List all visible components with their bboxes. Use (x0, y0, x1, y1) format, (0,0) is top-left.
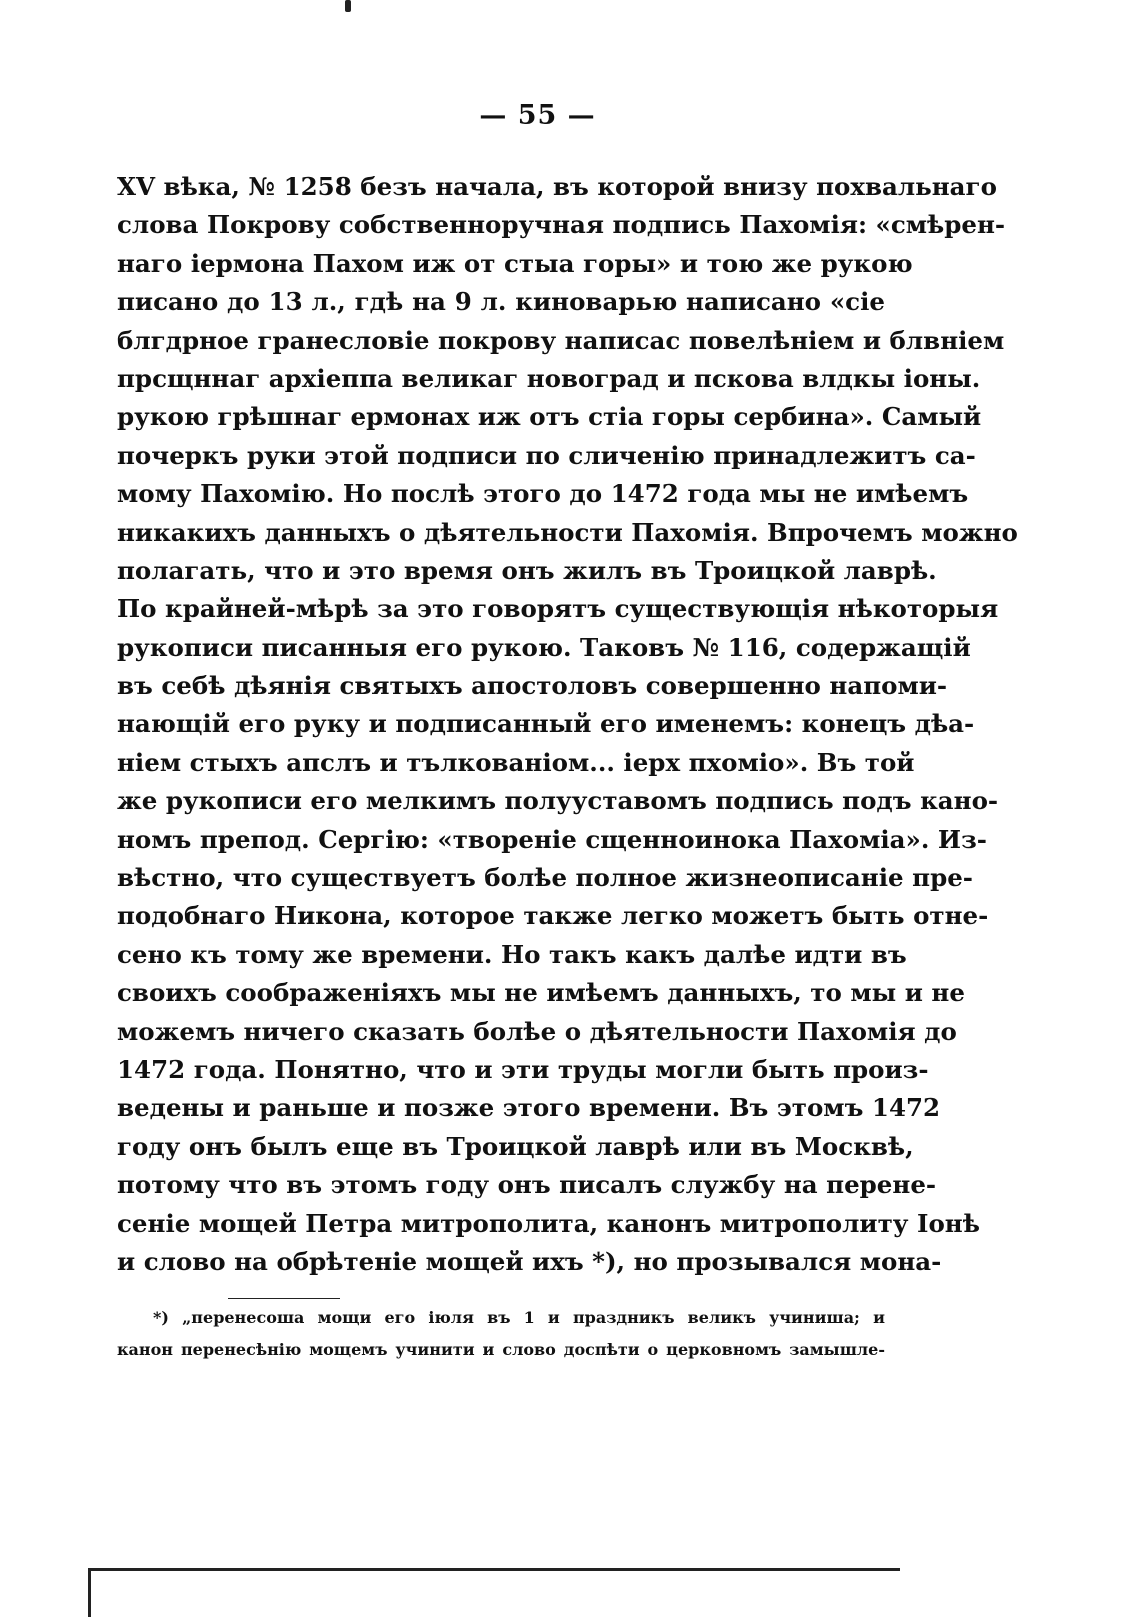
body-text (117, 168, 1018, 1281)
text-line: нающій его руку и подписанный его именемъ: конецъ дѣа- (117, 709, 975, 739)
text-line: писано до 13 л., гдѣ на 9 л. киноварью написано «сіе (117, 287, 885, 317)
text-line: сеніе мощей Петра митрополита, канонъ митрополиту Іонѣ (117, 1208, 980, 1238)
scan-edge-corner (88, 1568, 91, 1617)
text-line: прсщннаг архіеппа великаг новоград и пскова влдкы іоны. (117, 363, 981, 393)
footnotes (117, 1302, 885, 1366)
text-line: слова Покрову собственноручная подпись Пахомія: «смѣрен- (117, 210, 1006, 240)
text-line: XV вѣка, № 1258 безъ начала, въ которой внизу похвальнаго (117, 172, 997, 201)
text-line: можемъ ничего сказать болѣе о дѣятельности Пахомія до (117, 1016, 957, 1046)
text-line: мому Пахомію. Но послѣ этого до 1472 года мы не имѣемъ (117, 479, 969, 509)
footnote-divider (228, 1298, 340, 1299)
text-line: рукою грѣшнаг ермонах иж отъ стіа горы сербина». Самый (117, 402, 982, 432)
text-line: потому что въ этомъ году онъ писалъ службу на перене- (117, 1170, 937, 1200)
text-line: По крайней-мѣрѣ за это говорятъ существующія нѣкоторыя (117, 594, 999, 624)
text-line: своихъ соображеніяхъ мы не имѣемъ данныхъ, то мы и не (117, 978, 965, 1008)
text-line: полагать, что и это время онъ жилъ въ Троицкой лаврѣ. (117, 555, 937, 585)
footnote-line: *) „перенесоша мощи его іюля въ 1 и праздникъ великъ учиниша; и (153, 1308, 885, 1327)
text-line: и слово на обрѣтеніе мощей ихъ *), но прозывался мона- (117, 1246, 942, 1276)
text-line: рукописи писанныя его рукою. Таковъ № 116, содержащій (117, 632, 971, 662)
text-line: ніем стыхъ апслъ и тълкованіом... іерх пхоміо». Въ той (117, 747, 915, 777)
text-line: году онъ былъ еще въ Троицкой лаврѣ или въ Москвѣ, (117, 1131, 914, 1161)
page-number: — 55 — (479, 100, 596, 131)
text-line: подобнаго Никона, которое также легко можетъ быть отне- (117, 901, 989, 931)
text-line: сено къ тому же времени. Но такъ какъ далѣе идти въ (117, 939, 907, 969)
text-line: же рукописи его мелкимъ полууставомъ подпись подъ кано- (117, 786, 999, 816)
ink-mark (345, 0, 351, 12)
footnote-line: канон перенесѣнію мощемъ учинити и слово доспѣти о церковномъ замышле- (117, 1340, 885, 1359)
text-line: никакихъ данныхъ о дѣятельности Пахомія. Впрочемъ можно (117, 517, 1018, 547)
text-line: въ себѣ дѣянія святыхъ апостоловъ совершенно напоми- (117, 671, 948, 701)
scan-edge-rule (88, 1568, 900, 1571)
text-line: почеркъ руки этой подписи по сличенію принадлежитъ са- (117, 440, 976, 470)
text-line: ведены и раньше и позже этого времени. Въ этомъ 1472 (117, 1093, 941, 1123)
text-line: блгдрное гранесловіе покрову написас повелѣніем и блвніем (117, 325, 1005, 355)
text-line: наго іермона Пахом иж от стыа горы» и тою же рукою (117, 248, 913, 278)
text-line: 1472 года. Понятно, что и эти труды могли быть произ- (117, 1054, 929, 1084)
text-line: номъ препод. Сергію: «твореніе сщенноинока Пахоміа». Из- (117, 824, 987, 854)
text-line: вѣстно, что существуетъ болѣе полное жизнеописаніе пре- (117, 863, 973, 893)
